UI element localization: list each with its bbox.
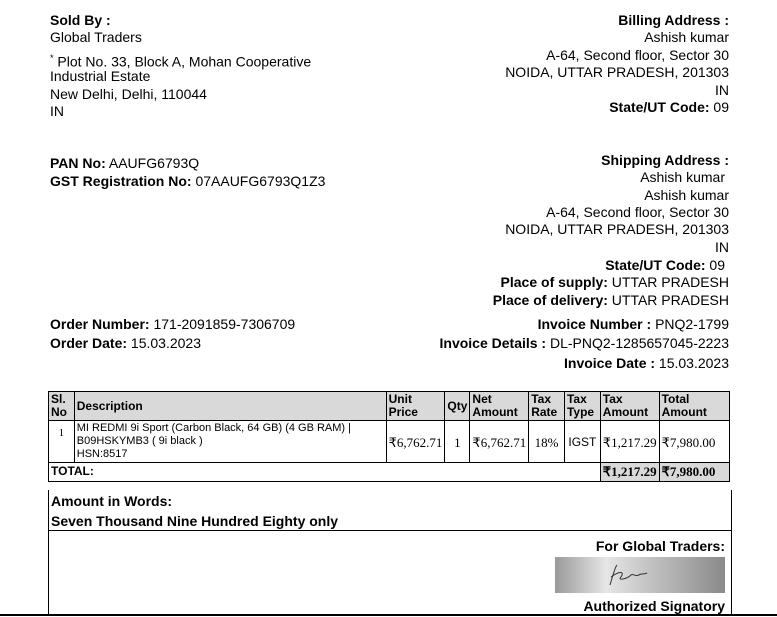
shipping-name2: Ashish kumar	[644, 187, 729, 203]
pan-label: PAN No:	[50, 155, 106, 171]
order-date-label: Order Date:	[50, 335, 128, 351]
header-sl-no: Sl. No	[49, 392, 75, 421]
row-description-line2: B09HSKYMB3 ( 9i black )	[76, 435, 203, 447]
header-net-amount: Net Amount	[470, 392, 529, 421]
invoice-items-table	[48, 391, 730, 482]
gst-value: 07AAUFG6793Q1Z3	[195, 173, 326, 189]
table-header-row	[49, 392, 730, 421]
order-number-label: Order Number:	[50, 316, 150, 332]
row-tax-rate: 18%	[529, 421, 565, 463]
table-row	[49, 421, 730, 463]
invoice-details-value: DL-PNQ2-1285657045-2223	[549, 335, 729, 351]
header-tax-type: Tax Type	[564, 392, 600, 421]
signature-image	[555, 557, 725, 593]
authorized-signatory: Authorized Signatory	[583, 598, 725, 614]
amount-in-words-value: Seven Thousand Nine Hundred Eighty only	[51, 513, 339, 529]
shipping-state-label: State/UT Code:	[605, 257, 706, 273]
seller-address1-text: Plot No. 33, Block A, Mohan Cooperative	[57, 53, 312, 70]
invoice-number-value: PNQ2-1799	[655, 316, 729, 332]
pan-value: AAUFG6793Q	[108, 155, 200, 171]
billing-address1: A-64, Second floor, Sector 30	[546, 47, 729, 63]
total-tax-amount: ₹1,217.29	[600, 463, 659, 482]
place-of-delivery	[493, 292, 729, 310]
row-tax-type: IGST	[564, 421, 600, 463]
total-label: TOTAL:	[49, 463, 601, 482]
order-date-value: 15.03.2023	[130, 335, 201, 351]
seller-address-line2: Industrial Estate	[50, 68, 151, 84]
row-description-line1: MI REDMI 9i Sport (Carbon Black, 64 GB) (4 GB RAM) |	[76, 422, 352, 434]
order-number-value: 171-2091859-7306709	[153, 316, 296, 332]
header-tax-rate: Tax Rate	[529, 392, 565, 421]
billing-heading: Billing Address :	[618, 12, 729, 28]
amount-in-words-box	[48, 490, 732, 531]
shipping-state-value: 09	[709, 257, 725, 273]
shipping-state-code	[605, 257, 725, 275]
billing-state-value: 09	[713, 99, 729, 115]
seller-country: IN	[50, 103, 64, 119]
shipping-city: NOIDA, UTTAR PRADESH, 201303	[505, 221, 729, 237]
billing-country: IN	[715, 82, 729, 98]
row-tax-amount: ₹1,217.29	[600, 421, 659, 463]
row-sl-no: 1	[49, 421, 75, 463]
gst-label: GST Registration No:	[50, 173, 192, 189]
amount-in-words-label: Amount in Words:	[51, 493, 173, 509]
billing-state-label: State/UT Code:	[609, 99, 710, 115]
sold-by-heading: Sold By :	[50, 12, 111, 28]
shipping-address1: A-64, Second floor, Sector 30	[546, 204, 729, 220]
invoice-number	[538, 316, 729, 334]
place-of-supply	[501, 274, 729, 292]
delivery-label: Place of delivery:	[492, 292, 608, 308]
invoice-date-value: 15.03.2023	[658, 355, 729, 371]
shipping-country: IN	[715, 239, 729, 255]
total-amount: ₹7,980.00	[659, 463, 729, 482]
header-total-amount: Total Amount	[659, 392, 729, 421]
billing-state-code	[609, 99, 729, 117]
seller-address-line1: * Plot No. 33, Block A, Mohan Cooperative	[50, 53, 312, 70]
row-qty: 1	[445, 421, 470, 463]
seller-name: Global Traders	[50, 29, 142, 45]
delivery-value: UTTAR PRADESH	[611, 292, 729, 308]
for-company-label: For Global Traders:	[595, 538, 725, 554]
header-description: Description	[74, 392, 386, 421]
invoice-details-label: Invoice Details :	[439, 335, 547, 351]
row-net-amount: ₹6,762.71	[470, 421, 529, 463]
row-description	[74, 421, 386, 463]
invoice-date	[564, 355, 729, 373]
billing-name: Ashish kumar	[644, 29, 729, 45]
shipping-heading: Shipping Address :	[601, 152, 729, 168]
order-date	[50, 335, 201, 353]
gst-number	[50, 173, 325, 191]
header-tax-amount: Tax Amount	[600, 392, 659, 421]
signature-scribble-icon	[555, 557, 725, 593]
pan-number	[50, 155, 199, 173]
row-total-amount: ₹7,980.00	[659, 421, 729, 463]
invoice-number-label: Invoice Number :	[537, 316, 652, 332]
page-bottom-rule	[0, 614, 777, 616]
supply-value: UTTAR PRADESH	[611, 274, 729, 290]
supply-label: Place of supply:	[500, 274, 608, 290]
header-unit-price: Unit Price	[386, 392, 445, 421]
row-hsn: HSN:8517	[76, 448, 128, 460]
row-unit-price: ₹6,762.71	[386, 421, 445, 463]
table-total-row	[49, 463, 730, 482]
header-qty: Qty	[445, 392, 470, 421]
shipping-name1: Ashish kumar	[640, 169, 725, 185]
invoice-details	[440, 335, 730, 353]
order-number	[50, 316, 295, 334]
billing-city: NOIDA, UTTAR PRADESH, 201303	[505, 64, 729, 80]
seller-city: New Delhi, Delhi, 110044	[50, 86, 207, 102]
invoice-date-label: Invoice Date :	[564, 355, 656, 371]
